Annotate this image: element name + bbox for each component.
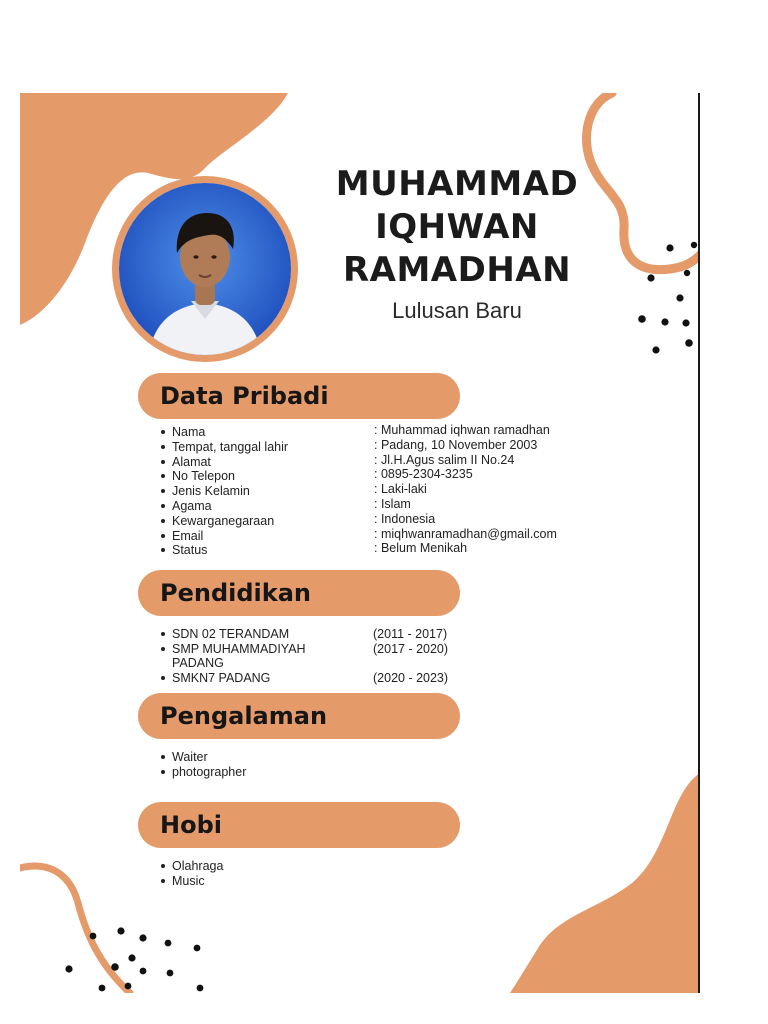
value-no-telepon: : 0895-2304-3235 xyxy=(374,467,473,482)
value-alamat: : Jl.H.Agus salim II No.24 xyxy=(374,452,515,467)
section-title: Pendidikan xyxy=(160,579,312,607)
bottom-left-swirl xyxy=(20,866,130,993)
label-status: Status xyxy=(160,543,288,558)
experience-item: Waiter xyxy=(160,750,246,765)
name-line-2: IQHWAN xyxy=(375,207,539,247)
resume-page xyxy=(20,93,700,993)
hobby-item: Music xyxy=(160,874,223,889)
section-header-data-pribadi xyxy=(138,373,460,419)
education-school: SMKN7 PADANG xyxy=(160,671,362,686)
label-alamat: Alamat xyxy=(160,455,288,470)
value-kewarganegaraan: : Indonesia xyxy=(374,511,436,526)
label-agama: Agama xyxy=(160,499,288,514)
section-header-pengalaman xyxy=(138,693,460,739)
section-header-pendidikan xyxy=(138,570,460,616)
value-agama: : Islam xyxy=(374,496,411,511)
label-no-telepon: No Telepon xyxy=(160,469,288,484)
hobby-item: Olahraga xyxy=(160,859,223,874)
experience-item: photographer xyxy=(160,765,246,780)
education-school: SDN 02 TERANDAM xyxy=(160,627,362,642)
value-nama: : Muhammad iqhwan ramadhan xyxy=(374,423,550,437)
subtitle: Lulusan Baru xyxy=(392,298,522,323)
education-list xyxy=(160,627,490,685)
personal-data-values xyxy=(374,423,557,556)
label-nama: Nama xyxy=(160,425,288,440)
name-line-1: MUHAMMAD xyxy=(335,164,579,204)
education-item xyxy=(160,642,490,671)
bottom-right-blob xyxy=(510,773,700,993)
education-years: (2011 - 2017) xyxy=(373,627,448,641)
value-email: : miqhwanramadhan@gmail.com xyxy=(374,526,557,541)
value-status: : Belum Menikah xyxy=(374,541,468,556)
section-header-hobi xyxy=(138,802,460,848)
section-title: Hobi xyxy=(160,811,222,839)
page-edge-line xyxy=(698,93,700,993)
label-kewarganegaraan: Kewarganegaraan xyxy=(160,514,288,529)
name-header xyxy=(302,163,612,326)
education-years: (2020 - 2023) xyxy=(373,670,449,685)
section-title: Data Pribadi xyxy=(160,382,329,410)
value-jenis-kelamin: : Laki-laki xyxy=(374,482,427,497)
hobby-list xyxy=(160,859,223,889)
education-item xyxy=(160,627,490,642)
label-tempat-tanggal-lahir: Tempat, tanggal lahir xyxy=(160,440,288,455)
name-line-3: RAMADHAN xyxy=(342,250,572,290)
label-email: Email xyxy=(160,529,288,544)
profile-photo xyxy=(112,176,298,362)
education-item xyxy=(160,671,490,686)
education-years: (2017 - 2020) xyxy=(373,641,449,656)
value-tempat-tanggal-lahir: : Padang, 10 November 2003 xyxy=(374,437,538,452)
education-school: SMP MUHAMMADIYAH PADANG xyxy=(160,642,322,671)
label-jenis-kelamin: Jenis Kelamin xyxy=(160,484,288,499)
personal-data-labels xyxy=(160,425,288,558)
profile-photo-image xyxy=(119,183,291,355)
section-title: Pengalaman xyxy=(160,702,328,730)
experience-list xyxy=(160,750,246,780)
